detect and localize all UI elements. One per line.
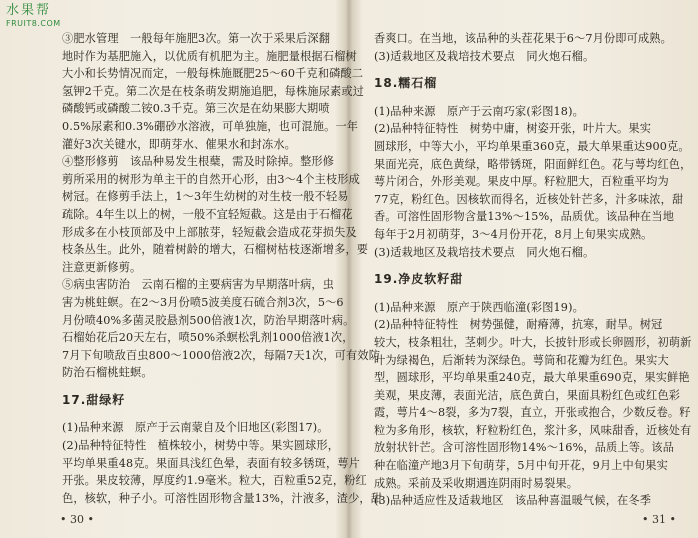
text-line: 成熟。采前及采收期遇连阴雨时易裂果。	[374, 476, 579, 490]
text-line: 型，圆球形，平均单果重240克，最大单果重690克，果实鲜艳	[374, 371, 690, 385]
text-line: 石榴始花后20天左右，喷50%杀螟松乳剂1000倍液1次，	[62, 331, 354, 345]
text-line: 形成多在小枝顶部及中上部脓芽，轻短截会造成花芽损失及	[62, 225, 357, 239]
right-text-column	[374, 30, 692, 510]
text-line: (3)适栽地区及栽培技术要点 同火炮石榴。	[374, 49, 595, 63]
text-line: 灌好3次关键水，即萌芽水、催果水和封冻水。	[62, 137, 297, 151]
text-line: 美观，果皮薄，表面光洁，底色黄白，果面具粉红色或红色彩	[374, 388, 681, 402]
text-line: (1)品种来源 原产于陕西临潼(彩图19)。	[374, 300, 584, 314]
left-text-column	[62, 30, 383, 507]
site-watermark	[6, 4, 61, 30]
text-line: (2)品种特征特性 树势强健，耐瘠薄，抗寒，耐旱。树冠	[374, 318, 663, 332]
text-line: 香。可溶性固形物含量13%～15%，品质优。该品种在当地	[374, 210, 675, 224]
text-line: 果面光亮，底色黄绿，略带锈斑，阳面鲜红色。花与萼均红色，	[374, 157, 692, 171]
text-line: 开张。果皮较薄，厚度约1.9毫米。粒大，百粒重52克，粉红	[62, 474, 367, 488]
text-line: 种在临潼产地3月下旬萌芽，5月中旬开花，9月上中旬果实	[374, 459, 668, 473]
text-line: 磷酸钙或磷酸二铵0.3千克。第三次是在幼果膨大期喷	[62, 102, 330, 116]
text-line: 0.5%尿素和0.3%硼砂水溶液，可单独施，也可混施。一年	[62, 119, 359, 133]
text-line: 较大，枝条粗壮，茎刺少。叶大，长披针形或长卵圆形，初萌新	[374, 335, 692, 349]
text-line: 圆球形，中等大小，平均单果重360克，最大单果重达900克。	[374, 139, 690, 153]
watermark-title: 水果帮	[6, 3, 52, 18]
section-heading: 19.净皮软籽甜	[374, 272, 464, 287]
page-number-right: • 31 •	[642, 513, 676, 526]
spacer	[374, 289, 674, 299]
text-line: 萼片闭合，外形美观。果皮中厚。籽粒肥大，百粒重平均为	[374, 175, 669, 189]
spacer	[374, 65, 674, 75]
text-line: 粒为多角形，核软，籽粒粉红色，浆汁多，风味甜香，近核处有	[374, 423, 692, 437]
text-line: (1)品种来源 原产于云南蒙自及个旧地区(彩图17)。	[62, 421, 329, 435]
text-line: 注意更新修剪。	[62, 260, 142, 274]
text-line: (3)品种适应性及适栽地区 该品种喜温暖气候，在冬季	[374, 494, 652, 508]
text-line: 大小和长势情况而定，一般每株施厩肥25～60千克和磷酸二	[62, 67, 364, 81]
section-heading: 18.糯石榴	[374, 76, 438, 91]
text-line: 月份喷40%多菌灵胶悬剂500倍液1次，防治早期落叶病。	[62, 313, 355, 327]
text-line: ⑤病虫害防治 云南石榴的主要病害为早期落叶病，虫	[62, 278, 335, 292]
text-line: 色，核软，种子小。可溶性固形物含量13%，汁液多，渣少，甜	[62, 491, 383, 505]
right-page	[354, 0, 698, 538]
text-line: 平均单果重48克。果面具浅红色晕，表面有较多锈斑，萼片	[62, 456, 360, 470]
text-line: 叶为绿褐色，后渐转为深绿色。萼筒和花瓣为红色。果实大	[374, 353, 669, 367]
text-line: 疏除。4年生以上的树，一般不宜轻短截。这是由于石榴花	[62, 207, 353, 221]
page-number-left: • 30 •	[60, 513, 94, 526]
text-line: ④整形修剪 该品种易发生根蘖，需及时除掉。整形修	[62, 155, 335, 169]
text-line: 香爽口。在当地，该品种的头茬花果于6～7月份即可成熟。	[374, 32, 672, 45]
text-line: 7月下旬喷敌百虫800～1000倍液2次，每隔7天1次，可有效防	[62, 348, 381, 362]
text-line: 防治石榴桃蛀螟。	[62, 366, 153, 380]
text-line: 氢钾2千克。第二次是在枝条萌发期施追肥，每株施尿素或过	[62, 84, 365, 98]
text-line: 剪所采用的树形为单主干的自然开心形，由3～4个主枝形成	[62, 172, 360, 186]
text-line: (2)品种特征特性 树势中庸，树姿开张，叶片大。果实	[374, 122, 652, 136]
text-line: (2)品种特征特性 植株较小，树势中等。果实圆球形，	[62, 439, 340, 453]
text-line: 放射状针芒。含可溶性固形物14%～16%，品质上等。该品	[374, 441, 675, 455]
text-line: 枝条丛生。此外，随着树龄的增大，石榴树枯枝逐渐增多，要	[62, 243, 369, 257]
spacer	[374, 261, 674, 271]
spacer	[62, 409, 330, 419]
text-line: (1)品种来源 原产于云南巧家(彩图18)。	[374, 104, 584, 118]
text-line: 每年于2月初萌芽，3～4月份开花，8月上旬果实成熟。	[374, 227, 653, 241]
text-line: ③肥水管理 一般每年施肥3次。第一次于采果后深翻	[62, 32, 331, 45]
section-heading: 17.甜绿籽	[62, 392, 126, 407]
text-line: 地时作为基肥施入，以优质有机肥为主。施肥量根据石榴树	[62, 49, 357, 63]
watermark-subtitle: FRUIT8.COM	[6, 19, 61, 28]
spacer	[62, 382, 330, 392]
text-line: 霞，萼片4～8裂，多为7裂，直立，开张或抱合，少数反卷。籽	[374, 406, 691, 420]
spacer	[374, 93, 674, 103]
text-line: (3)适栽地区及栽培技术要点 同火炮石榴。	[374, 245, 595, 259]
text-line: 害为桃蛀螟。在2～3月份喷5波美度石硫合剂3次，5～6	[62, 295, 344, 309]
text-line: 77克，粉红色。因核软而得名，近核处针芒多，汁多味浓，甜	[374, 192, 684, 206]
text-line: 树冠。在修剪手法上，1～3年生幼树的对生枝一般不轻易	[62, 190, 349, 204]
